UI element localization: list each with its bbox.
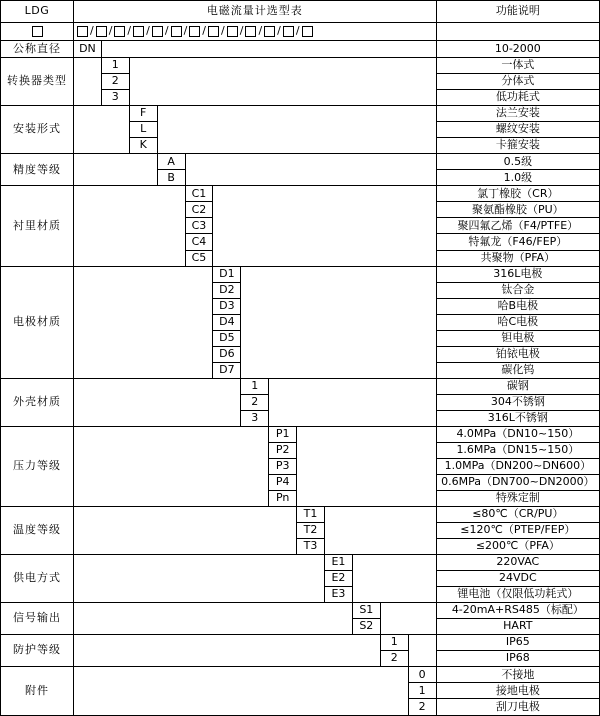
code-cell: 2 [241, 394, 269, 410]
code-cell: D1 [213, 266, 241, 282]
desc-cell: 刮刀电极 [436, 699, 599, 716]
code-cell: D5 [213, 330, 241, 346]
empty-cell [73, 603, 352, 635]
empty-cell [436, 23, 599, 41]
slash-glyph: / [221, 24, 225, 38]
desc-cell: 哈C电极 [436, 314, 599, 330]
code-cell: C5 [185, 250, 213, 266]
checkbox-glyph [114, 26, 125, 37]
code-cell: B [157, 170, 185, 186]
box-pattern-cell [1, 23, 74, 41]
table-row [1, 426, 600, 442]
desc-cell: 碳化钨 [436, 362, 599, 378]
code-cell: E3 [324, 587, 352, 603]
table-row [1, 603, 600, 619]
desc-cell: 特氟龙（F46/FEP） [436, 234, 599, 250]
code-cell: P3 [269, 458, 297, 474]
empty-cell [129, 58, 436, 106]
table-row [1, 186, 600, 202]
table-row [1, 154, 600, 170]
desc-cell: 钛合金 [436, 282, 599, 298]
code-cell: A [157, 154, 185, 170]
desc-cell: 316L不锈钢 [436, 410, 599, 426]
table-row [1, 106, 600, 122]
box-pattern-strip [73, 23, 436, 41]
code-cell: T3 [297, 539, 325, 555]
desc-cell: 不接地 [436, 667, 599, 683]
desc-cell: 钽电极 [436, 330, 599, 346]
empty-cell [73, 635, 380, 667]
row-label-accuracy: 精度等级 [1, 154, 74, 186]
code-cell: D6 [213, 346, 241, 362]
row-label-electrode-material: 电极材质 [1, 266, 74, 378]
checkbox-glyph [264, 26, 275, 37]
row-label-nominal-diameter: 公称直径 [1, 41, 74, 58]
code-cell: P4 [269, 474, 297, 490]
row-label-protection-rating: 防护等级 [1, 635, 74, 667]
desc-cell: 螺纹安装 [436, 122, 599, 138]
desc-nominal-diameter: 10-2000 [436, 41, 599, 58]
checkbox-glyph [152, 26, 163, 37]
table-row [1, 635, 600, 651]
code-cell: E2 [324, 571, 352, 587]
desc-cell: 法兰安装 [436, 106, 599, 122]
empty-cell [157, 106, 436, 154]
desc-cell: 316L电极 [436, 266, 599, 282]
code-cell: C3 [185, 218, 213, 234]
empty-cell [324, 507, 436, 555]
slash-glyph: / [239, 24, 244, 38]
desc-cell: ≤200℃（PFA） [436, 539, 599, 555]
table-row [1, 378, 600, 394]
empty-cell [73, 426, 268, 506]
desc-cell: 锂电池（仅限低功耗式） [436, 587, 599, 603]
checkbox-glyph [32, 26, 43, 37]
code-cell: S1 [352, 603, 380, 619]
desc-cell: 4-20mA+RS485（标配） [436, 603, 599, 619]
code-cell: T1 [297, 507, 325, 523]
row-label-accessories: 附件 [1, 667, 74, 716]
desc-header: 功能说明 [436, 1, 599, 23]
code-cell: D2 [213, 282, 241, 298]
checkbox-glyph [96, 26, 107, 37]
desc-cell: ≤120℃（PTEP/FEP） [436, 523, 599, 539]
desc-cell: 24VDC [436, 571, 599, 587]
empty-cell [73, 106, 129, 154]
empty-cell [73, 154, 157, 186]
desc-cell: HART [436, 619, 599, 635]
desc-cell: 低功耗式 [436, 90, 599, 106]
desc-cell: 特殊定制 [436, 490, 599, 506]
checkbox-glyph [283, 26, 294, 37]
desc-cell: 接地电极 [436, 683, 599, 699]
code-cell: 1 [241, 378, 269, 394]
code-cell: K [129, 138, 157, 154]
slash-glyph: / [108, 24, 113, 38]
code-cell: C4 [185, 234, 213, 250]
code-cell: S2 [352, 619, 380, 635]
desc-cell: 1.0MPa（DN200~DN600） [436, 458, 599, 474]
row-label-power-supply: 供电方式 [1, 555, 74, 603]
code-cell: 2 [408, 699, 436, 716]
checkbox-glyph [189, 26, 200, 37]
row-label-converter-type: 转换器类型 [1, 58, 74, 106]
desc-cell: 聚四氟乙烯（F4/PTFE） [436, 218, 599, 234]
model-prefix-cell: LDG [1, 1, 74, 23]
code-cell: C2 [185, 202, 213, 218]
slash-glyph: / [258, 24, 263, 38]
code-cell: 0 [408, 667, 436, 683]
desc-cell: 1.6MPa（DN15~150） [436, 442, 599, 458]
code-dn: DN [73, 41, 101, 58]
slash-glyph: / [202, 24, 206, 38]
slash-glyph: / [89, 24, 94, 38]
page-title: 电磁流量计选型表 [73, 1, 436, 23]
table-row [1, 507, 600, 523]
code-cell: P2 [269, 442, 297, 458]
desc-cell: 哈B电极 [436, 298, 599, 314]
table-row [1, 555, 600, 571]
empty-cell [73, 266, 212, 378]
row-label-signal-output: 信号输出 [1, 603, 74, 635]
empty-cell [241, 266, 436, 378]
desc-cell: 304不锈钢 [436, 394, 599, 410]
slash-glyph: / [127, 24, 132, 38]
empty-cell [73, 378, 240, 426]
checkbox-glyph [208, 26, 219, 37]
row-label-temperature-rating: 温度等级 [1, 507, 74, 555]
checkbox-glyph [302, 26, 313, 37]
code-cell: 1 [101, 58, 129, 74]
table-row [1, 41, 600, 58]
desc-cell: 0.6MPa（DN700~DN2000） [436, 474, 599, 490]
empty-cell [73, 555, 324, 603]
slash-glyph: / [183, 24, 188, 38]
code-cell: T2 [297, 523, 325, 539]
empty-cell [73, 507, 296, 555]
desc-cell: 一体式 [436, 58, 599, 74]
code-cell: Pn [269, 490, 297, 506]
table-row [1, 23, 600, 41]
table-row [1, 58, 600, 74]
code-cell: 1 [380, 635, 408, 651]
code-cell: 2 [380, 651, 408, 667]
desc-cell: 碳钢 [436, 378, 599, 394]
desc-cell: IP65 [436, 635, 599, 651]
empty-cell [380, 603, 436, 635]
code-cell: P1 [269, 426, 297, 442]
checkbox-glyph [171, 26, 182, 37]
table-row [1, 266, 600, 282]
desc-cell: 共聚物（PFA） [436, 250, 599, 266]
empty-cell [352, 555, 436, 603]
desc-cell: IP68 [436, 651, 599, 667]
table-row [1, 1, 600, 23]
table-row [1, 667, 600, 683]
row-label-housing-material: 外壳材质 [1, 378, 74, 426]
empty-cell [269, 378, 436, 426]
code-cell: E1 [324, 555, 352, 571]
desc-cell: ≤80℃（CR/PU） [436, 507, 599, 523]
empty-cell [297, 426, 437, 506]
empty-cell [408, 635, 436, 667]
desc-cell: 铂铱电极 [436, 346, 599, 362]
slash-glyph: / [146, 24, 150, 38]
code-cell: 3 [101, 90, 129, 106]
code-cell: 3 [241, 410, 269, 426]
code-cell: 2 [101, 74, 129, 90]
desc-cell: 220VAC [436, 555, 599, 571]
desc-cell: 0.5级 [436, 154, 599, 170]
code-cell: D7 [213, 362, 241, 378]
checkbox-glyph [133, 26, 144, 37]
slash-glyph: / [164, 24, 169, 38]
row-label-pressure-rating: 压力等级 [1, 426, 74, 506]
desc-cell: 氯丁橡胶（CR） [436, 186, 599, 202]
row-label-liner-material: 衬里材质 [1, 186, 74, 266]
code-cell: F [129, 106, 157, 122]
code-cell: L [129, 122, 157, 138]
empty-cell [101, 41, 436, 58]
code-cell: 1 [408, 683, 436, 699]
row-label-install-type: 安装形式 [1, 106, 74, 154]
desc-cell: 4.0MPa（DN10~150） [436, 426, 599, 442]
slash-glyph: / [277, 24, 281, 38]
empty-cell [213, 186, 436, 266]
code-cell: D3 [213, 298, 241, 314]
desc-cell: 1.0级 [436, 170, 599, 186]
empty-cell [73, 58, 101, 106]
code-cell: D4 [213, 314, 241, 330]
checkbox-glyph [227, 26, 238, 37]
desc-cell: 聚氨酯橡胶（PU） [436, 202, 599, 218]
empty-cell [185, 154, 436, 186]
checkbox-glyph [245, 26, 256, 37]
checkbox-glyph [77, 26, 88, 37]
empty-cell [73, 667, 408, 716]
code-cell: C1 [185, 186, 213, 202]
desc-cell: 卡箍安装 [436, 138, 599, 154]
desc-cell: 分体式 [436, 74, 599, 90]
empty-cell [73, 186, 185, 266]
slash-glyph: / [295, 24, 300, 38]
